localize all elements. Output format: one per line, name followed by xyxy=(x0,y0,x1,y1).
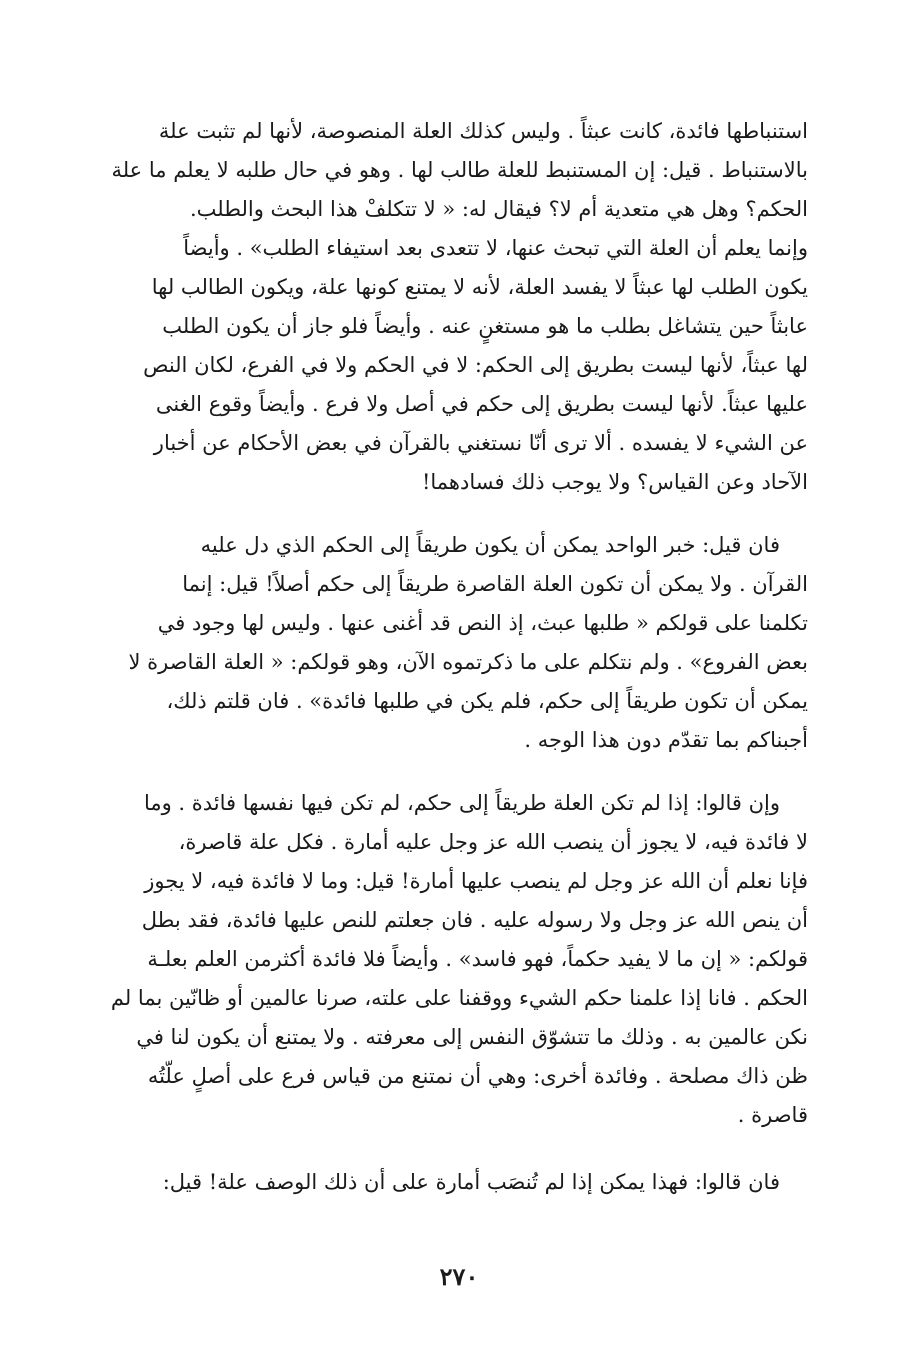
text-line: نكن عالمين به . وذلك ما تتشوّق النفس إلى معرفته . ولا يمتنع أن يكون لنا في xyxy=(136,1025,808,1049)
text-line: لها عبثاً، لأنها ليست بطريق إلى الحكم: لا في الحكم ولا في الفرع، لكان النص xyxy=(143,353,808,377)
text-line: عابثاً حين يتشاغل بطلب ما هو مستغنٍ عنه . وأيضاً فلو جاز أن يكون الطلب xyxy=(162,314,808,338)
text-line: ظن ذاك مصلحة . وفائدة أخرى: وهي أن نمتنع من قياس فرع على أصلٍ علّتُه xyxy=(147,1064,808,1088)
text-line: أجبناكم بما تقدّم دون هذا الوجه . xyxy=(524,728,808,752)
text-line: الحكم . فانا إذا علمنا حكم الشيء ووقفنا على علته، صرنا عالمين أو ظانّين بما لم xyxy=(110,986,808,1010)
text-line: فان قالوا: فهذا يمكن إذا لم تُنصَب أمارة على أن ذلك الوصف علة! قيل: xyxy=(162,1170,780,1194)
text-line: يكون الطلب لها عبثاً لا يفسد العلة، لأنه لا يمتنع كونها علة، ويكون الطالب لها xyxy=(151,275,808,299)
text-line: يمكن أن تكون طريقاً إلى حكم، فلم يكن في طلبها فائدة» . فان قلتم ذلك، xyxy=(166,689,808,713)
text-line: وإن قالوا: إذا لم تكن العلة طريقاً إلى حكم، لم تكن فيها نفسها فائدة . وما xyxy=(143,791,780,815)
text-line: الحكم؟ وهل هي متعدية أم لا؟ فيقال له: « لا تتكلفْ هذا البحث والطلب. xyxy=(190,197,808,221)
text-line: قاصرة . xyxy=(737,1103,808,1127)
page-body xyxy=(78,112,808,1202)
text-line: فان قيل: خبر الواحد يمكن أن يكون طريقاً إلى الحكم الذي دل عليه xyxy=(200,533,780,557)
paragraph-4 xyxy=(78,1163,808,1202)
text-line: لا فائدة فيه، لا يجوز أن ينصب الله عز وجل عليه أمارة . فكل علة قاصرة، xyxy=(178,830,808,854)
paragraph-1 xyxy=(78,112,808,502)
text-line: استنباطها فائدة، كانت عبثاً . وليس كذلك العلة المنصوصة، لأنها لم تثبت علة xyxy=(158,119,808,143)
text-line: عليها عبثاً. لأنها ليست بطريق إلى حكم في أصل ولا فرع . وأيضاً وقوع الغنى xyxy=(155,392,808,416)
page-number: ٢٧٠ xyxy=(439,1262,479,1291)
text-line: أن ينص الله عز وجل ولا رسوله عليه . فان جعلتم للنص عليها فائدة، فقد بطل xyxy=(141,908,808,932)
text-line: تكلمنا على قولكم « طلبها عبث، إذ النص قد أغنى عنها . وليس لها وجود في xyxy=(157,611,808,635)
text-line: وإنما يعلم أن العلة التي تبحث عنها، لا تتعدى بعد استيفاء الطلب» . وأيضاً xyxy=(183,236,808,260)
paragraph-2 xyxy=(78,526,808,760)
text-line: بعض الفروع» . ولم نتكلم على ما ذكرتموه الآن، وهو قولكم: « العلة القاصرة لا xyxy=(128,650,808,674)
text-line: القرآن . ولا يمكن أن تكون العلة القاصرة طريقاً إلى حكم أصلاً! قيل: إنما xyxy=(182,572,808,596)
paragraph-3 xyxy=(78,784,808,1135)
text-line: الآحاد وعن القياس؟ ولا يوجب ذلك فسادهما! xyxy=(421,470,808,494)
text-line: عن الشيء لا يفسده . ألا ترى أنّا نستغني بالقرآن في بعض الأحكام عن أخبار xyxy=(153,431,808,455)
text-line: فإنا نعلم أن الله عز وجل لم ينصب عليها أمارة! قيل: وما لا فائدة فيه، لا يجوز xyxy=(144,869,808,893)
text-line: بالاستنباط . قيل: إن المستنبط للعلة طالب لها . وهو في حال طلبه لا يعلم ما علة xyxy=(111,158,808,182)
text-line: قولكم: « إن ما لا يفيد حكماً، فهو فاسد» . وأيضاً فلا فائدة أكثرمن العلم بعلـة xyxy=(147,947,808,971)
